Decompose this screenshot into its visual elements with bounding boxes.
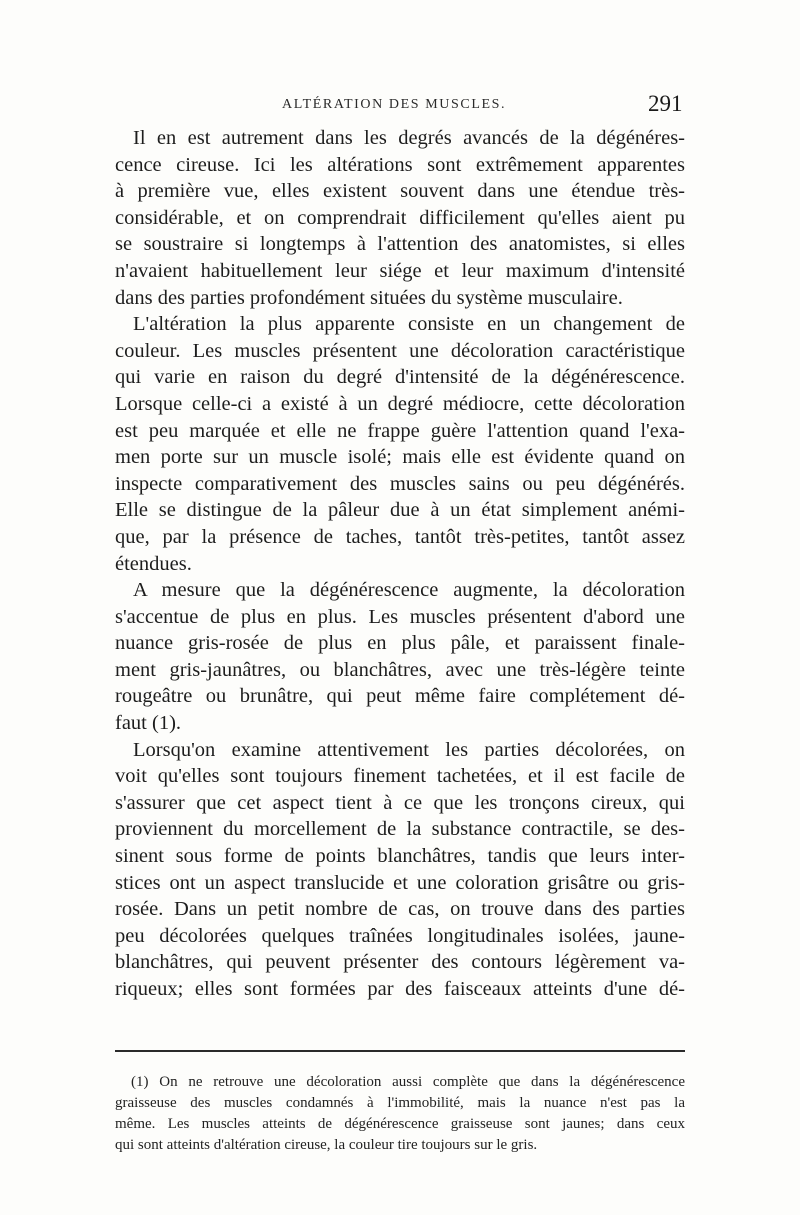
footnote-line: (1) On ne retrouve une décoloration aussi complète que dans la dégénérescence <box>131 1074 685 1090</box>
text-line: qui varie en raison du degré d'intensité de la dégénérescence. <box>115 366 685 389</box>
text-line: L'altération la plus apparente consiste en un changement de <box>133 313 685 336</box>
text-line: à première vue, elles existent souvent dans une étendue très- <box>115 180 685 203</box>
text-line: ment gris-jaunâtres, ou blanchâtres, avec une très-légère teinte <box>115 658 685 681</box>
text-line: rougeâtre ou brunâtre, qui peut même faire complétement dé- <box>115 685 685 708</box>
text-line: sinent sous forme de points blanchâtres, tandis que leurs inter- <box>115 845 685 868</box>
body-text <box>115 125 685 1003</box>
footnote-separator <box>115 1050 685 1052</box>
text-line: men porte sur un muscle isolé; mais elle est évidente quand on <box>115 446 685 469</box>
text-line: cence cireuse. Ici les altérations sont extrêmement apparentes <box>115 153 685 176</box>
text-line: Il en est autrement dans les degrés avancés de la dégénéres- <box>133 127 685 149</box>
running-head <box>0 91 800 123</box>
footnote-line: graisseuse des muscles condamnés à l'immobilité, mais la nuance n'est pas la <box>115 1095 685 1111</box>
text-line: se soustraire si longtemps à l'attention des anatomistes, si elles <box>115 233 685 256</box>
page-number: 291 <box>648 91 683 116</box>
footnote <box>115 1072 685 1156</box>
text-line: A mesure que la dégénérescence augmente, la décoloration <box>133 579 685 602</box>
text-line: s'assurer que cet aspect tient à ce que les tronçons cireux, qui <box>115 791 685 814</box>
footnote-line: même. Les muscles atteints de dégénérescence graisseuse sont jaunes; dans ceux <box>115 1116 685 1132</box>
footnote-line: qui sont atteints d'altération cireuse, la couleur tire toujours sur le gris. <box>115 1137 538 1153</box>
text-line: riqueux; elles sont formées par des faisceaux atteints d'une dé- <box>115 978 685 1000</box>
text-line: étendues. <box>115 552 192 575</box>
text-line: Lorsque celle-ci a existé à un degré médiocre, cette décoloration <box>115 392 685 415</box>
text-line: faut (1). <box>115 712 182 735</box>
text-line: voit qu'elles sont toujours finement tachetées, et il est facile de <box>115 765 685 788</box>
text-line: considérable, et on comprendrait difficilement qu'elles aient pu <box>115 206 685 229</box>
text-line: Lorsqu'on examine attentivement les parties décolorées, on <box>133 738 685 761</box>
text-line: dans des parties profondément situées du système musculaire. <box>115 286 623 309</box>
text-line: stices ont un aspect translucide et une coloration grisâtre ou gris- <box>115 871 685 894</box>
text-line: rosée. Dans un petit nombre de cas, on trouve dans des parties <box>115 898 685 921</box>
text-line: Elle se distingue de la pâleur due à un état simplement anémi- <box>115 499 685 522</box>
text-line: peu décolorées quelques traînées longitudinales isolées, jaune- <box>115 924 685 947</box>
text-line: est peu marquée et elle ne frappe guère l'attention quand l'exa- <box>115 419 685 442</box>
text-line: proviennent du morcellement de la substance contractile, se des- <box>115 818 685 841</box>
text-line: inspecte comparativement des muscles sains ou peu dégénérés. <box>115 472 685 495</box>
text-line: n'avaient habituellement leur siége et leur maximum d'intensité <box>115 259 685 282</box>
text-line: nuance gris-rosée de plus en plus pâle, et paraissent finale- <box>115 632 685 655</box>
text-line: s'accentue de plus en plus. Les muscles présentent d'abord une <box>115 605 685 628</box>
text-line: que, par la présence de taches, tantôt très-petites, tantôt assez <box>115 525 685 548</box>
text-line: couleur. Les muscles présentent une décoloration caractéristique <box>115 339 685 362</box>
running-title: ALTÉRATION DES MUSCLES. <box>282 97 507 112</box>
text-line: blanchâtres, qui peuvent présenter des contours légèrement va- <box>115 951 685 974</box>
